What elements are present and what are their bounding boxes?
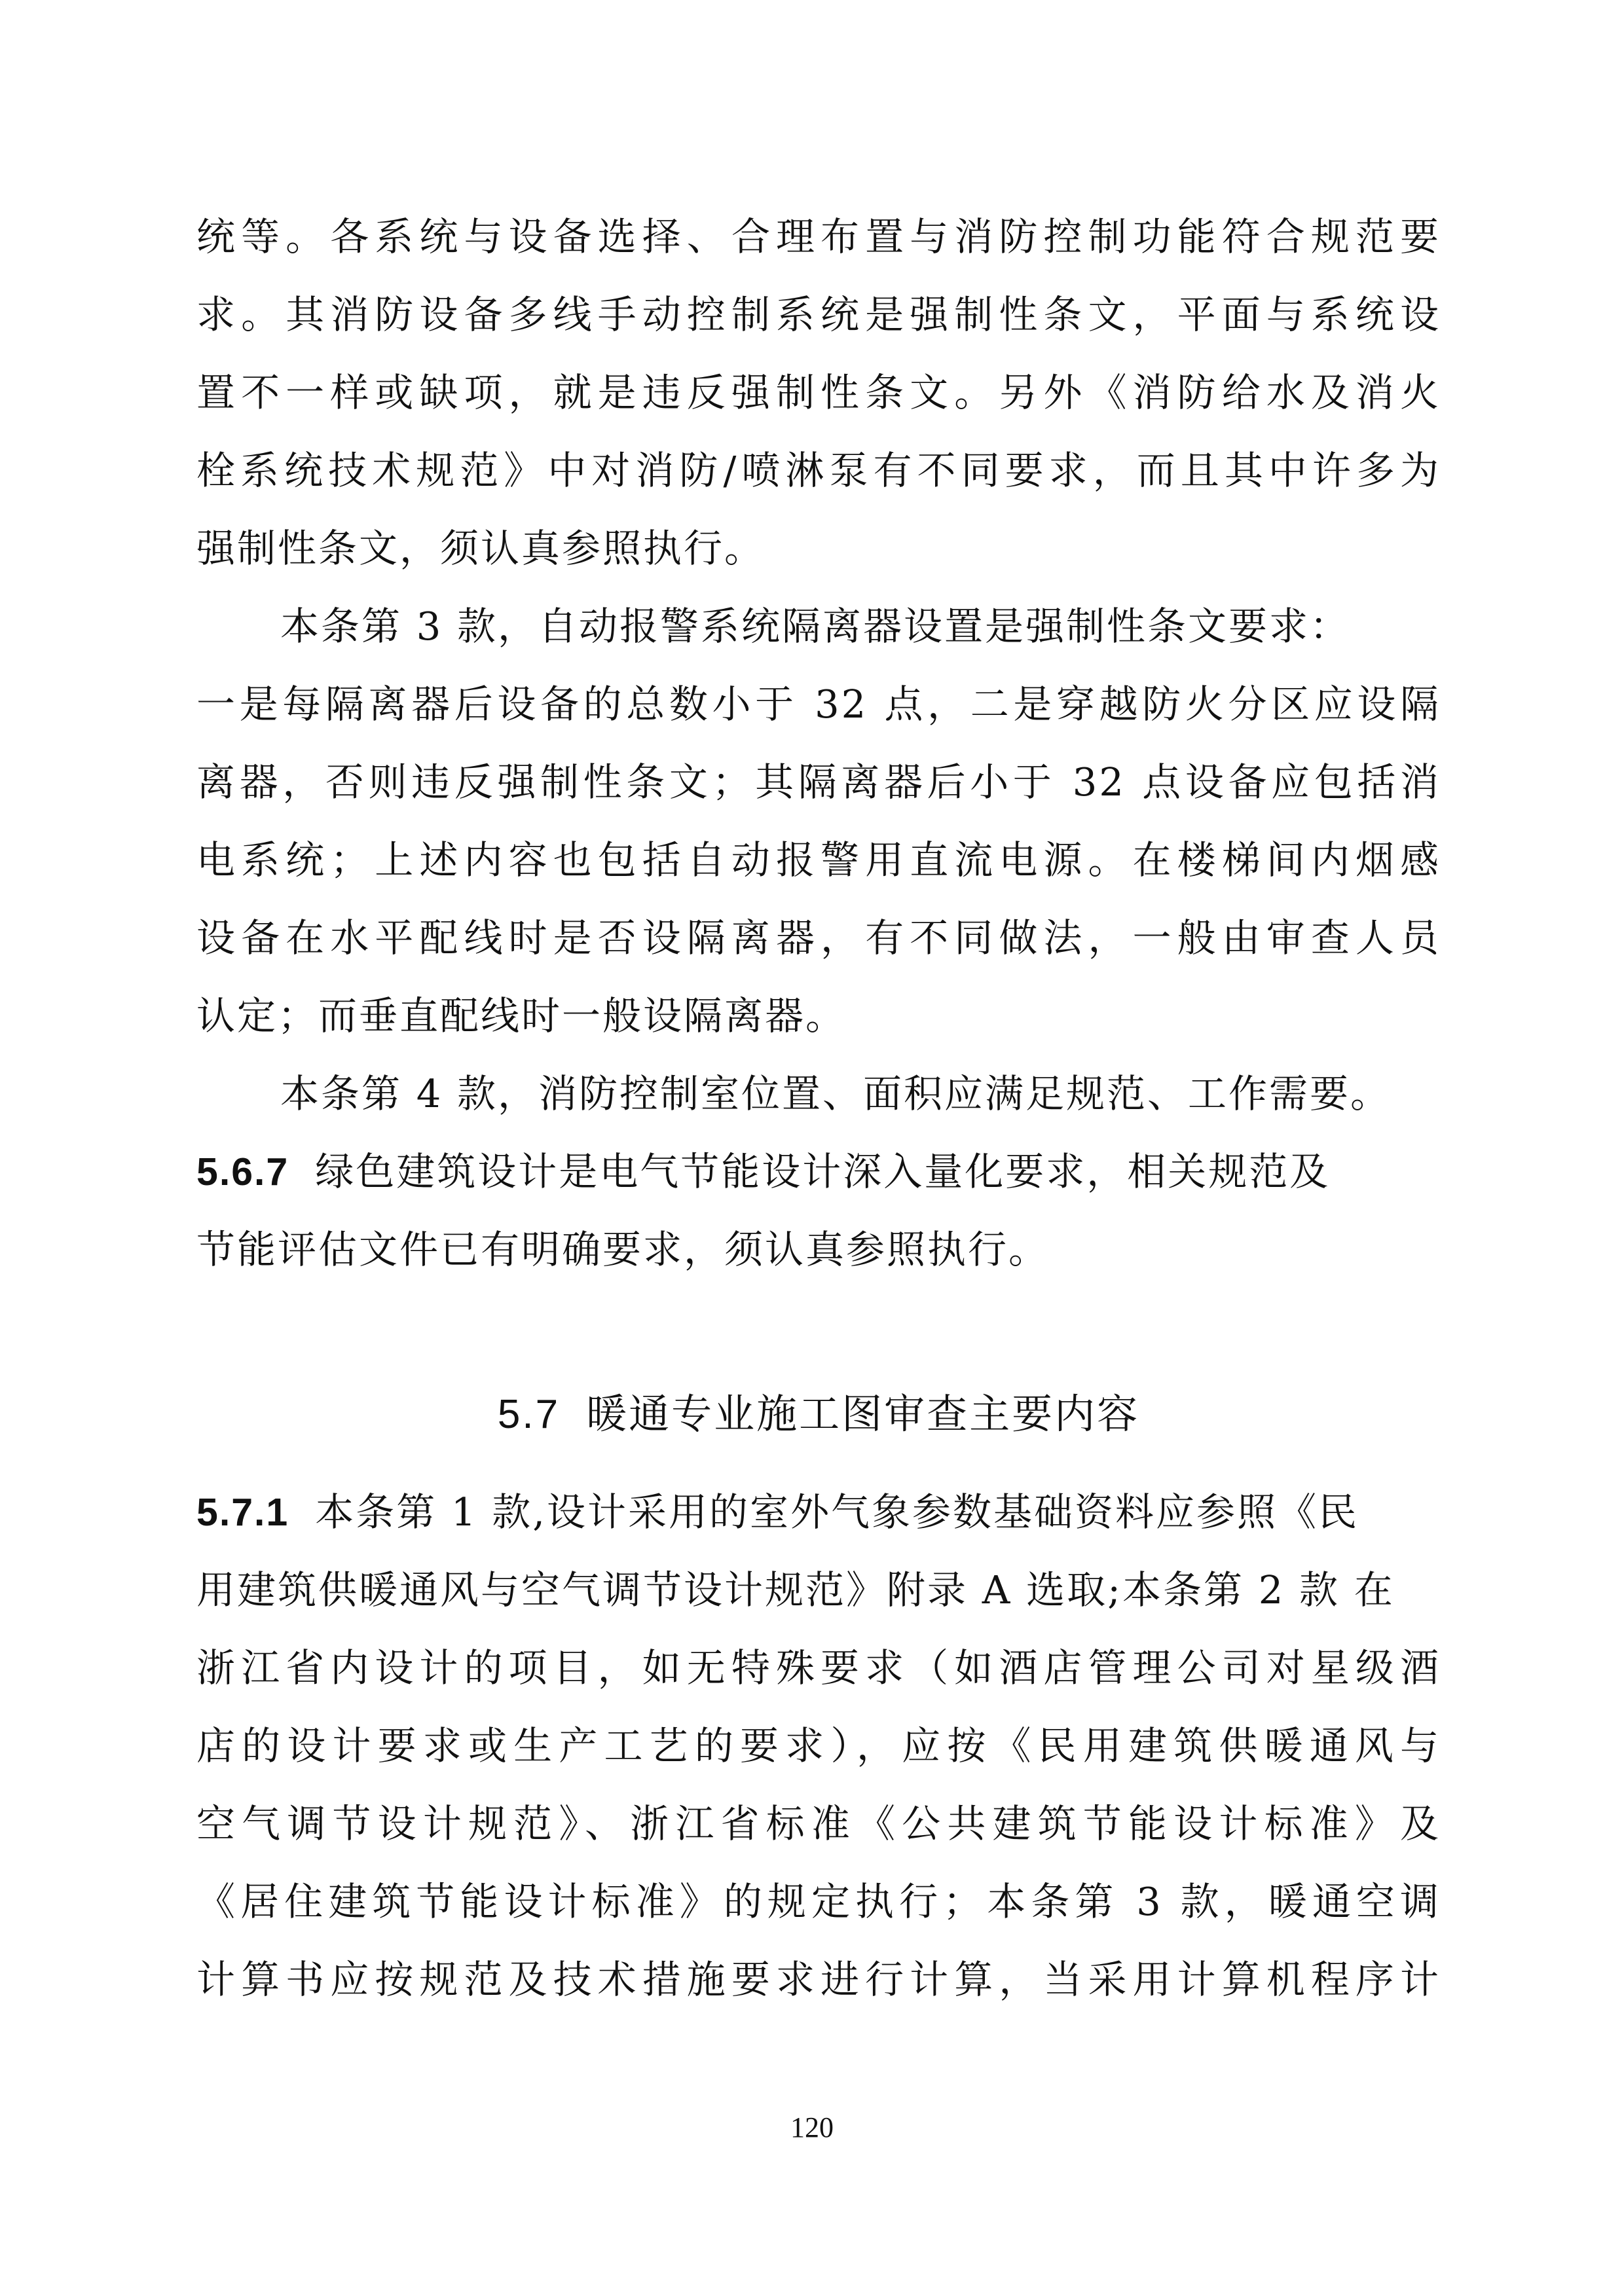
body-line: 店的设计要求或生产工艺的要求），应按《民用建筑供暖通风与 (196, 1723, 1441, 1768)
section-title: 暖通专业施工图审查主要内容 (586, 1390, 1140, 1438)
body-line: 离器，否则违反强制性条文；其隔离器后小于 32 点设备应包括消 (196, 759, 1441, 805)
section-number: 5.7 (497, 1392, 561, 1437)
body-line: 空气调节设计规范》、浙江省标准《公共建筑节能设计标准》及 (196, 1801, 1441, 1846)
body-line: 节能评估文件已有明确要求，须认真参照执行。 (196, 1227, 1050, 1272)
clause-5-7-1-line (196, 1486, 1441, 1539)
body-line: 电系统；上述内容也包括自动报警用直流电源。在楼梯间内烟感 (196, 837, 1441, 883)
body-line: 浙江省内设计的项目，如无特殊要求（如酒店管理公司对星级酒 (196, 1645, 1441, 1690)
body-line: 计算书应按规范及技术措施要求进行计算，当采用计算机程序计 (196, 1957, 1441, 2002)
clause-5-6-7-line (196, 1146, 1441, 1198)
clause-text: 本条第 1 款,设计采用的室外气象参数基础资料应参照《民 (315, 1489, 1359, 1535)
body-line: 统等。各系统与设备选择、合理布置与消防控制功能符合规范要 (196, 214, 1441, 259)
body-line: 本条第 3 款，自动报警系统隔离器设置是强制性条文要求： (280, 604, 1351, 649)
body-line: 《居住建筑节能设计标准》的规定执行；本条第 3 款，暖通空调 (196, 1879, 1441, 1924)
page-number: 120 (790, 2111, 834, 2143)
body-line: 本条第 4 款，消防控制室位置、面积应满足规范、工作需要。 (280, 1071, 1392, 1116)
body-line: 设备在水平配线时是否设隔离器，有不同做法，一般由审查人员 (196, 915, 1441, 960)
clause-number: 5.7.1 (196, 1491, 289, 1534)
body-line: 强制性条文，须认真参照执行。 (196, 526, 766, 571)
body-line: 求。其消防设备多线手动控制系统是强制性条文，平面与系统设 (196, 292, 1441, 337)
body-line: 一是每隔离器后设备的总数小于 32 点，二是穿越防火分区应设隔 (196, 682, 1441, 727)
body-line: 认定；而垂直配线时一般设隔离器。 (196, 993, 847, 1038)
body-line: 栓系统技术规范》中对消防/喷淋泵有不同要求，而且其中许多为 (196, 448, 1441, 493)
body-line: 置不一样或缺项，就是违反强制性条文。另外《消防给水及消火 (196, 370, 1441, 415)
clause-text: 绿色建筑设计是电气节能设计深入量化要求，相关规范及 (315, 1149, 1331, 1194)
clause-number: 5.6.7 (196, 1150, 289, 1194)
body-line: 用建筑供暖通风与空气调节设计规范》附录 A 选取;本条第 2 款 在 (196, 1567, 1395, 1613)
section-heading (196, 1388, 1441, 1441)
